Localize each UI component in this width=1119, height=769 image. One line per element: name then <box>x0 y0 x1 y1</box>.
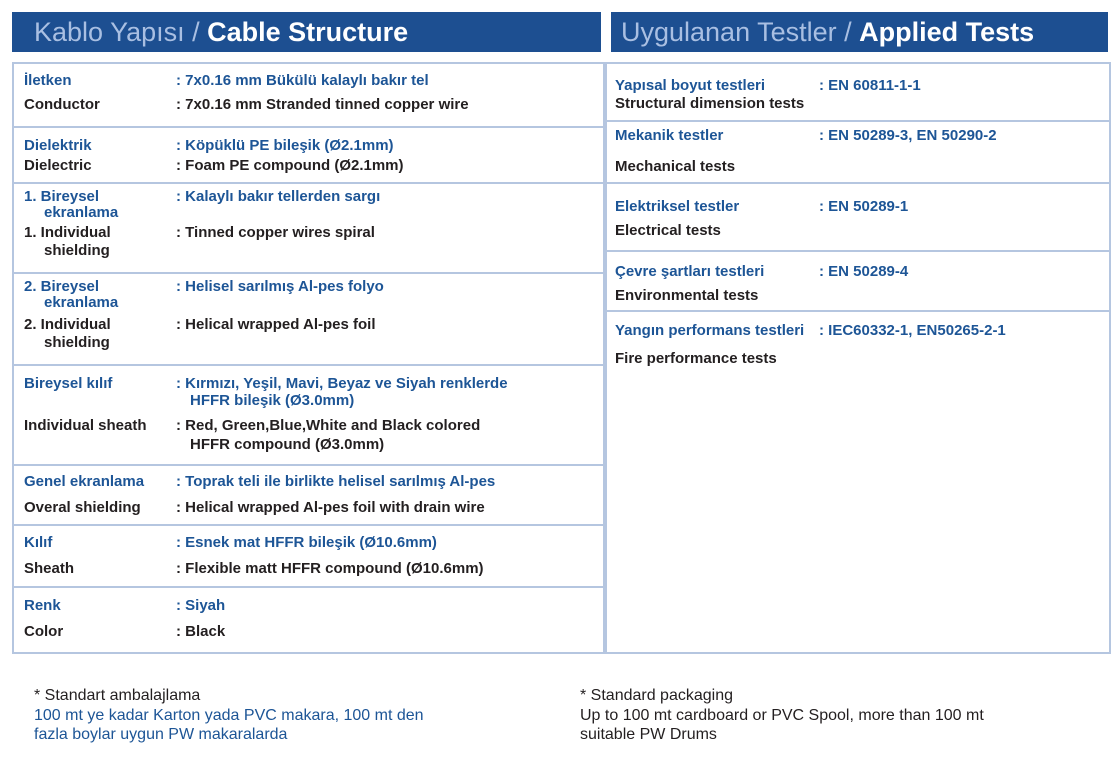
cable-structure-header-en: Cable Structure <box>207 17 409 47</box>
structure-key-tr: 1. Bireysel <box>24 188 100 205</box>
structure-key-en: Conductor <box>24 96 100 113</box>
tests-row-structural <box>607 64 1109 120</box>
tests-row-electrical <box>607 182 1109 250</box>
structure-key-en: Overal shielding <box>24 499 141 516</box>
structure-value-tr: : Kırmızı, Yeşil, Mavi, Beyaz ve Siyah renklerde <box>176 375 508 392</box>
structure-key-en: Individual sheath <box>24 417 147 434</box>
tests-row-environmental <box>607 250 1109 310</box>
structure-row-individual-shielding-2 <box>14 272 603 364</box>
packaging-line-en-1: Up to 100 mt cardboard or PVC Spool, more than 100 mt <box>580 707 984 724</box>
test-standard: : EN 50289-1 <box>819 198 909 215</box>
packaging-title-en: * Standard packaging <box>580 687 733 704</box>
structure-value-en: : Tinned copper wires spiral <box>176 224 375 241</box>
structure-row-sheath <box>14 524 603 586</box>
test-name-en: Environmental tests <box>615 287 759 304</box>
structure-key-tr: Dielektrik <box>24 137 92 154</box>
structure-row-individual-shielding-1 <box>14 182 603 272</box>
applied-tests-header-tr: Uygulanan Testler / <box>621 17 852 47</box>
structure-value-en: : Flexible matt HFFR compound (Ø10.6mm) <box>176 560 484 577</box>
structure-value-tr: : Esnek mat HFFR bileşik (Ø10.6mm) <box>176 534 437 551</box>
test-standard: : EN 60811-1-1 <box>819 77 921 94</box>
structure-row-dielectric <box>14 126 603 182</box>
cable-structure-header-tr: Kablo Yapısı / <box>34 17 200 47</box>
test-standard: : EN 50289-3, EN 50290-2 <box>819 127 997 144</box>
structure-key-tr-cont: ekranlama <box>44 294 119 311</box>
packaging-line-tr-2: fazla boylar uygun PW makaralarda <box>34 726 288 743</box>
structure-key-en: Sheath <box>24 560 75 577</box>
structure-key-en-cont: shielding <box>44 242 110 259</box>
structure-key-tr: Genel ekranlama <box>24 473 145 490</box>
structure-key-en: Dielectric <box>24 157 92 174</box>
structure-value-tr: : Kalaylı bakır tellerden sargı <box>176 188 381 205</box>
structure-key-en: 1. Individual <box>24 224 111 241</box>
structure-key-tr: Renk <box>24 597 61 614</box>
structure-key-tr: 2. Bireysel <box>24 278 100 295</box>
test-name-tr: Yangın performans testleri <box>615 322 805 339</box>
structure-value-tr: : Köpüklü PE bileşik (Ø2.1mm) <box>176 137 394 154</box>
structure-key-en-cont: shielding <box>44 334 110 351</box>
structure-value-en: : 7x0.16 mm Stranded tinned copper wire <box>176 96 469 113</box>
test-standard: : IEC60332-1, EN50265-2-1 <box>819 322 1006 339</box>
packaging-line-en-2: suitable PW Drums <box>580 726 717 743</box>
structure-key-tr: Bireysel kılıf <box>24 375 113 392</box>
applied-tests-table <box>605 62 1111 654</box>
structure-value-tr: : 7x0.16 mm Bükülü kalaylı bakır tel <box>176 72 429 89</box>
structure-key-tr: İletken <box>24 72 72 89</box>
structure-row-individual-sheath <box>14 364 603 464</box>
structure-row-color <box>14 586 603 652</box>
structure-key-en: 2. Individual <box>24 316 111 333</box>
structure-value-en-cont: HFFR compound (Ø3.0mm) <box>190 436 385 453</box>
packaging-line-tr-1: 100 mt ye kadar Karton yada PVC makara, 100 mt den <box>34 707 424 724</box>
structure-value-en: : Helical wrapped Al-pes foil with drain wire <box>176 499 485 516</box>
packaging-title-tr: * Standart ambalajlama <box>34 687 201 704</box>
test-name-en: Mechanical tests <box>615 158 736 175</box>
cable-structure-header <box>12 12 601 52</box>
structure-row-overall-shielding <box>14 464 603 524</box>
structure-value-en: : Foam PE compound (Ø2.1mm) <box>176 157 404 174</box>
tests-row-fire <box>607 310 1109 652</box>
test-name-tr: Yapısal boyut testleri <box>615 77 766 94</box>
test-name-en: Structural dimension tests <box>615 95 805 112</box>
structure-value-tr-cont: HFFR bileşik (Ø3.0mm) <box>190 392 355 409</box>
applied-tests-header <box>611 12 1108 52</box>
structure-key-tr: Kılıf <box>24 534 53 551</box>
structure-key-tr-cont: ekranlama <box>44 204 119 221</box>
structure-value-en: : Black <box>176 623 226 640</box>
test-name-en: Electrical tests <box>615 222 721 239</box>
cable-structure-table <box>12 62 605 654</box>
structure-key-en: Color <box>24 623 64 640</box>
structure-value-en: : Red, Green,Blue,White and Black colored <box>176 417 481 434</box>
structure-value-tr: : Toprak teli ile birlikte helisel sarılmış Al-pes <box>176 473 496 490</box>
test-standard: : EN 50289-4 <box>819 263 909 280</box>
applied-tests-header-en: Applied Tests <box>859 17 1035 47</box>
structure-value-en: : Helical wrapped Al-pes foil <box>176 316 376 333</box>
test-name-tr: Mekanik testler <box>615 127 724 144</box>
tests-row-mechanical <box>607 120 1109 182</box>
structure-value-tr: : Siyah <box>176 597 226 614</box>
structure-row-conductor <box>14 64 603 126</box>
test-name-tr: Elektriksel testler <box>615 198 740 215</box>
structure-value-tr: : Helisel sarılmış Al-pes folyo <box>176 278 384 295</box>
test-name-en: Fire performance tests <box>615 350 777 367</box>
test-name-tr: Çevre şartları testleri <box>615 263 765 280</box>
